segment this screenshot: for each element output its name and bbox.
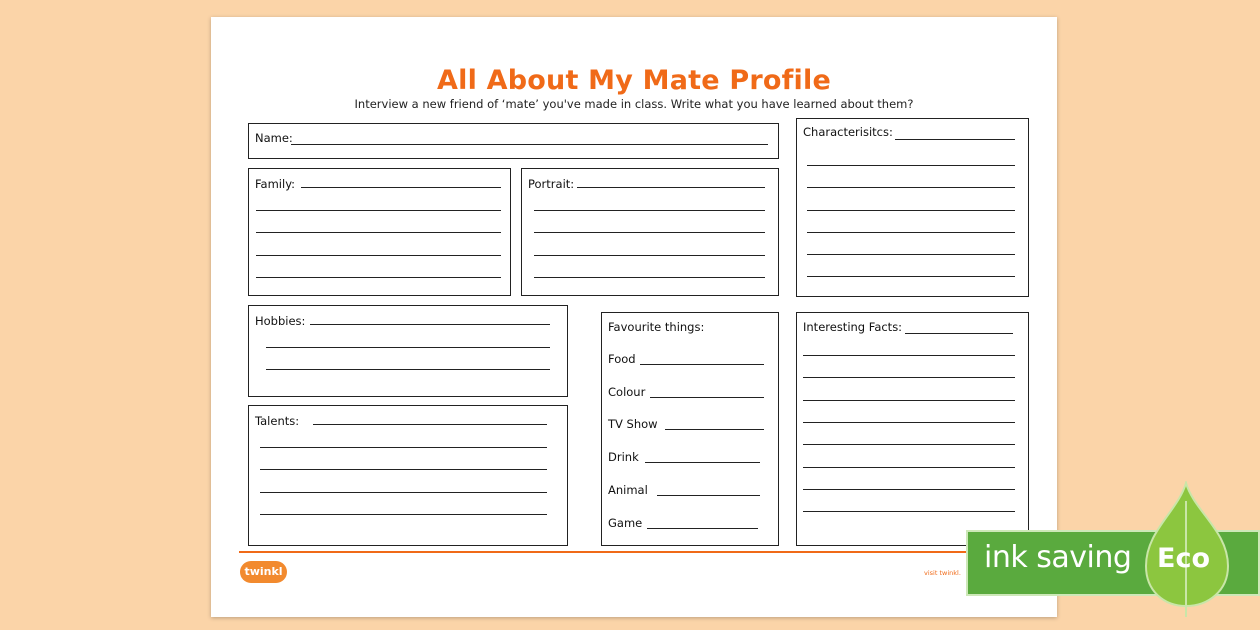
ink-saving-label: ink saving xyxy=(984,540,1132,575)
footer-divider xyxy=(239,551,1031,553)
writing-line[interactable] xyxy=(803,511,1015,512)
portrait-box xyxy=(521,168,779,296)
favourite-things-label: Favourite things: xyxy=(608,320,705,334)
writing-line[interactable] xyxy=(301,187,501,188)
writing-line[interactable] xyxy=(905,333,1013,334)
worksheet-title: All About My Mate Profile xyxy=(437,65,831,96)
writing-line[interactable] xyxy=(640,364,764,365)
writing-line[interactable] xyxy=(803,444,1015,445)
writing-line[interactable] xyxy=(256,277,501,278)
writing-line[interactable] xyxy=(665,429,764,430)
interesting-facts-box xyxy=(796,312,1029,546)
hobbies-label: Hobbies: xyxy=(255,314,306,328)
visit-link[interactable]: visit twinkl. xyxy=(924,569,961,577)
writing-line[interactable] xyxy=(291,144,768,145)
writing-line[interactable] xyxy=(260,514,547,515)
favourite-item-label: Game xyxy=(608,516,643,530)
favourite-item-label: TV Show xyxy=(608,417,658,431)
writing-line[interactable] xyxy=(645,462,760,463)
family-box xyxy=(248,168,511,296)
talents-label: Talents: xyxy=(255,414,300,428)
writing-line[interactable] xyxy=(256,232,501,233)
name-label: Name: xyxy=(255,131,293,145)
worksheet-page xyxy=(211,17,1057,617)
name-box xyxy=(248,123,779,159)
favourite-item-label: Colour xyxy=(608,385,646,399)
writing-line[interactable] xyxy=(534,277,765,278)
writing-line[interactable] xyxy=(807,276,1015,277)
writing-line[interactable] xyxy=(260,492,547,493)
writing-line[interactable] xyxy=(260,469,547,470)
writing-line[interactable] xyxy=(803,400,1015,401)
writing-line[interactable] xyxy=(803,355,1015,356)
writing-line[interactable] xyxy=(310,324,550,325)
writing-line[interactable] xyxy=(803,422,1015,423)
writing-line[interactable] xyxy=(895,139,1015,140)
favourite-things-box xyxy=(601,312,779,546)
writing-line[interactable] xyxy=(657,495,760,496)
writing-line[interactable] xyxy=(577,187,765,188)
writing-line[interactable] xyxy=(256,210,501,211)
characteristics-box xyxy=(796,118,1029,297)
writing-line[interactable] xyxy=(807,254,1015,255)
writing-line[interactable] xyxy=(807,165,1015,166)
eco-label: Eco xyxy=(1157,543,1210,574)
worksheet-subtitle: Interview a new friend of ‘mate’ you've made in class. Write what you have learned about them? xyxy=(354,97,914,111)
writing-line[interactable] xyxy=(807,187,1015,188)
characteristics-label: Characterisitcs: xyxy=(803,125,893,139)
favourite-item-label: Food xyxy=(608,352,636,366)
writing-line[interactable] xyxy=(313,424,547,425)
twinkl-logo[interactable]: twinkl xyxy=(240,561,287,583)
writing-line[interactable] xyxy=(803,377,1015,378)
writing-line[interactable] xyxy=(650,397,764,398)
writing-line[interactable] xyxy=(803,489,1015,490)
writing-line[interactable] xyxy=(807,210,1015,211)
favourite-item-label: Drink xyxy=(608,450,639,464)
hobbies-box xyxy=(248,305,568,397)
portrait-label: Portrait: xyxy=(528,177,575,191)
writing-line[interactable] xyxy=(266,369,550,370)
writing-line[interactable] xyxy=(534,232,765,233)
writing-line[interactable] xyxy=(534,210,765,211)
writing-line[interactable] xyxy=(266,347,550,348)
talents-box xyxy=(248,405,568,546)
writing-line[interactable] xyxy=(803,467,1015,468)
interesting-facts-label: Interesting Facts: xyxy=(803,320,903,334)
writing-line[interactable] xyxy=(534,255,765,256)
writing-line[interactable] xyxy=(256,255,501,256)
writing-line[interactable] xyxy=(807,232,1015,233)
writing-line[interactable] xyxy=(647,528,758,529)
writing-line[interactable] xyxy=(260,447,547,448)
favourite-item-label: Animal xyxy=(608,483,648,497)
family-label: Family: xyxy=(255,177,296,191)
